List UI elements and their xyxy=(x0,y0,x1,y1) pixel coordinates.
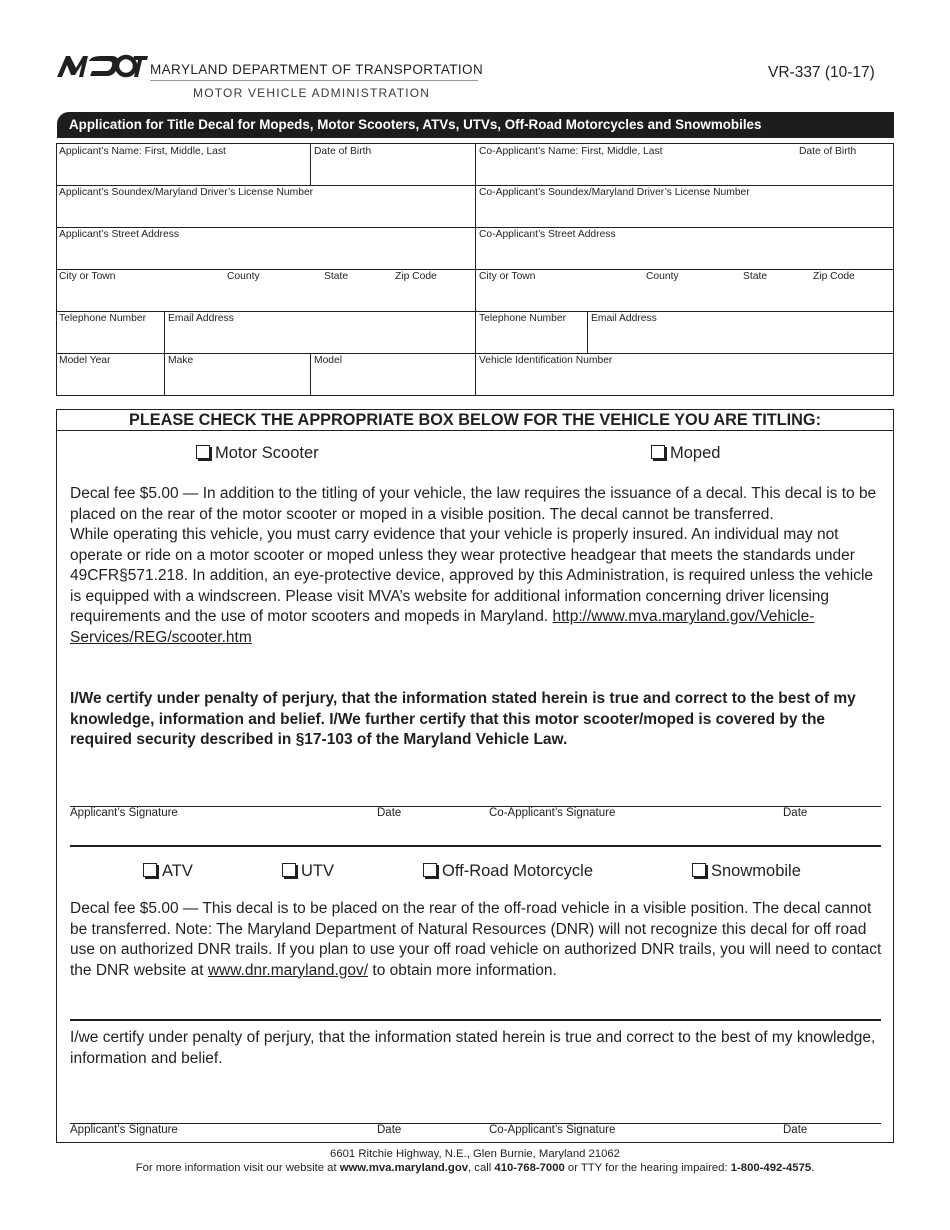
section-divider xyxy=(70,845,881,847)
administration-name: MOTOR VEHICLE ADMINISTRATION xyxy=(193,86,431,100)
motor-scooter-label: Motor Scooter xyxy=(215,444,319,462)
co-county-field[interactable]: County xyxy=(646,271,679,282)
co-date-label[interactable]: Date xyxy=(783,807,808,819)
applicant-signature-label[interactable]: Applicant’s Signature xyxy=(70,1124,178,1136)
snowmobile-label: Snowmobile xyxy=(711,862,801,880)
column-divider xyxy=(587,311,588,353)
co-state-field[interactable]: State xyxy=(743,271,768,282)
scooter-fee-paragraph: Decal fee $5.00 — In addition to the titling of your vehicle, the law requires the issuance of a decal. This decal is to be placed on the rear of the motor scooter or moped in a visible position. The decal cannot be transferred. While operating this vehicle, you must carry evidence that your vehicle is properly insured. An individual may not operate or ride on a motor scooter or moped unless they wear protective headgear that meets the standards under 49CFR§571.218. In addition, an eye-protective device, approved by this Administration, is required unless the vehicle is equipped with a windscreen. Please visit MVA’s website for additional information concerning driver licensing requirements and the use of motor scooters and mopeds in Maryland. http://www.mva.maryland.gov/Vehicle-Services/REG/scooter.htm xyxy=(70,485,877,646)
column-divider xyxy=(310,143,311,185)
date-label[interactable]: Date xyxy=(377,807,402,819)
atv-label: ATV xyxy=(162,862,193,880)
co-applicant-signature-label[interactable]: Co-Applicant’s Signature xyxy=(489,1124,616,1136)
co-email-field[interactable]: Email Address xyxy=(591,313,657,324)
co-telephone-field[interactable]: Telephone Number xyxy=(479,313,567,324)
co-zip-field[interactable]: Zip Code xyxy=(813,271,855,282)
model-field[interactable]: Model xyxy=(314,355,343,366)
date-label[interactable]: Date xyxy=(377,1124,402,1136)
checkbox-icon[interactable] xyxy=(196,445,210,459)
moped-label: Moped xyxy=(670,444,721,462)
applicant-license-field[interactable]: Applicant’s Soundex/Maryland Driver’s License Number xyxy=(59,187,314,198)
footer-contact: For more information visit our website at www.mva.maryland.gov, call 410-768-7000 or TTY for the hearing impaired: 1-800-492-4575. xyxy=(135,1162,815,1174)
model-year-field[interactable]: Model Year xyxy=(59,355,111,366)
zip-field[interactable]: Zip Code xyxy=(395,271,437,282)
applicant-address-field[interactable]: Applicant’s Street Address xyxy=(59,229,180,240)
offroad-fee-paragraph: Decal fee $5.00 — This decal is to be placed on the rear of the off-road vehicle in a visible position. The decal cannot be transferred. Note: The Maryland Department of Natural Resources (DNR) will not recognize this decal for off road use on authorized DNR trails. If you plan to use your off road vehicle on authorized DNR trails, you will need to contact the DNR website at www.dnr.maryland.gov/ to obtain more information. xyxy=(70,900,882,979)
checkbox-icon[interactable] xyxy=(143,863,157,877)
footer-address: 6601 Ritchie Highway, N.E., Glen Burnie, Maryland 21062 xyxy=(330,1148,620,1160)
form-number: VR-337 (10-17) xyxy=(768,64,875,81)
column-divider xyxy=(164,311,165,395)
applicant-signature-label[interactable]: Applicant’s Signature xyxy=(70,807,178,819)
signature-line xyxy=(70,806,881,807)
state-field[interactable]: State xyxy=(324,271,349,282)
checkbox-icon[interactable] xyxy=(423,863,437,877)
utv-checkbox[interactable] xyxy=(282,862,334,881)
co-applicant-address-field[interactable]: Co-Applicant’s Street Address xyxy=(479,229,616,240)
scooter-info-link[interactable]: http://www.mva.maryland.gov/Vehicle-Services/REG/scooter.htm xyxy=(70,608,815,646)
row-divider xyxy=(56,395,894,396)
dob-field[interactable]: Date of Birth xyxy=(314,146,372,157)
mdot-logo xyxy=(56,53,148,79)
checkbox-icon[interactable] xyxy=(651,445,665,459)
moped-checkbox[interactable] xyxy=(651,444,720,463)
co-applicant-signature-label[interactable]: Co-Applicant’s Signature xyxy=(489,807,616,819)
column-divider xyxy=(310,353,311,395)
column-divider xyxy=(475,143,476,395)
atv-checkbox[interactable] xyxy=(143,862,193,881)
checkbox-icon[interactable] xyxy=(692,863,706,877)
mva-phone: 410-768-7000 xyxy=(494,1162,565,1174)
snowmobile-checkbox[interactable] xyxy=(692,862,801,881)
check-box-heading: PLEASE CHECK THE APPROPRIATE BOX BELOW FOR THE VEHICLE YOU ARE TITLING: xyxy=(57,410,893,431)
mva-website-link[interactable]: www.mva.maryland.gov xyxy=(339,1162,469,1174)
dnr-website-link[interactable]: www.dnr.maryland.gov/ xyxy=(207,961,369,979)
offroad-certification: I/we certify under penalty of perjury, that the information stated herein is true and correct to the best of my knowledge, information and belief. xyxy=(70,1029,876,1067)
co-applicant-name-field[interactable]: Co-Applicant’s Name: First, Middle, Last xyxy=(479,146,663,157)
co-city-field[interactable]: City or Town xyxy=(479,271,536,282)
telephone-field[interactable]: Telephone Number xyxy=(59,313,147,324)
signature-line xyxy=(70,1123,881,1124)
co-date-label[interactable]: Date xyxy=(783,1124,808,1136)
applicant-name-field[interactable]: Applicant’s Name: First, Middle, Last xyxy=(59,146,226,157)
department-name: MARYLAND DEPARTMENT OF TRANSPORTATION xyxy=(150,62,484,77)
email-field[interactable]: Email Address xyxy=(168,313,234,324)
checkbox-icon[interactable] xyxy=(282,863,296,877)
off-road-motorcycle-label: Off-Road Motorcycle xyxy=(442,862,593,880)
tty-phone: 1-800-492-4575 xyxy=(730,1162,812,1174)
motor-scooter-checkbox[interactable] xyxy=(196,444,319,463)
section-divider xyxy=(70,1019,881,1021)
county-field[interactable]: County xyxy=(227,271,260,282)
city-field[interactable]: City or Town xyxy=(59,271,116,282)
vin-field[interactable]: Vehicle Identification Number xyxy=(479,355,613,366)
make-field[interactable]: Make xyxy=(168,355,194,366)
co-applicant-license-field[interactable]: Co-Applicant’s Soundex/Maryland Driver’s License Number xyxy=(479,187,750,198)
off-road-motorcycle-checkbox[interactable] xyxy=(423,862,593,881)
utv-label: UTV xyxy=(301,862,334,880)
header-divider xyxy=(150,80,478,81)
co-dob-field[interactable]: Date of Birth xyxy=(799,146,857,157)
scooter-certification: I/We certify under penalty of perjury, that the information stated herein is true and correct to the best of my knowledge, information and belief. I/We further certify that this motor scooter/moped is covered by the required security described in §17-103 of the Maryland Vehicle Law. xyxy=(70,690,856,748)
form-title: Application for Title Decal for Mopeds, Motor Scooters, ATVs, UTVs, Off-Road Motorcycles and Snowmobiles xyxy=(57,112,894,138)
